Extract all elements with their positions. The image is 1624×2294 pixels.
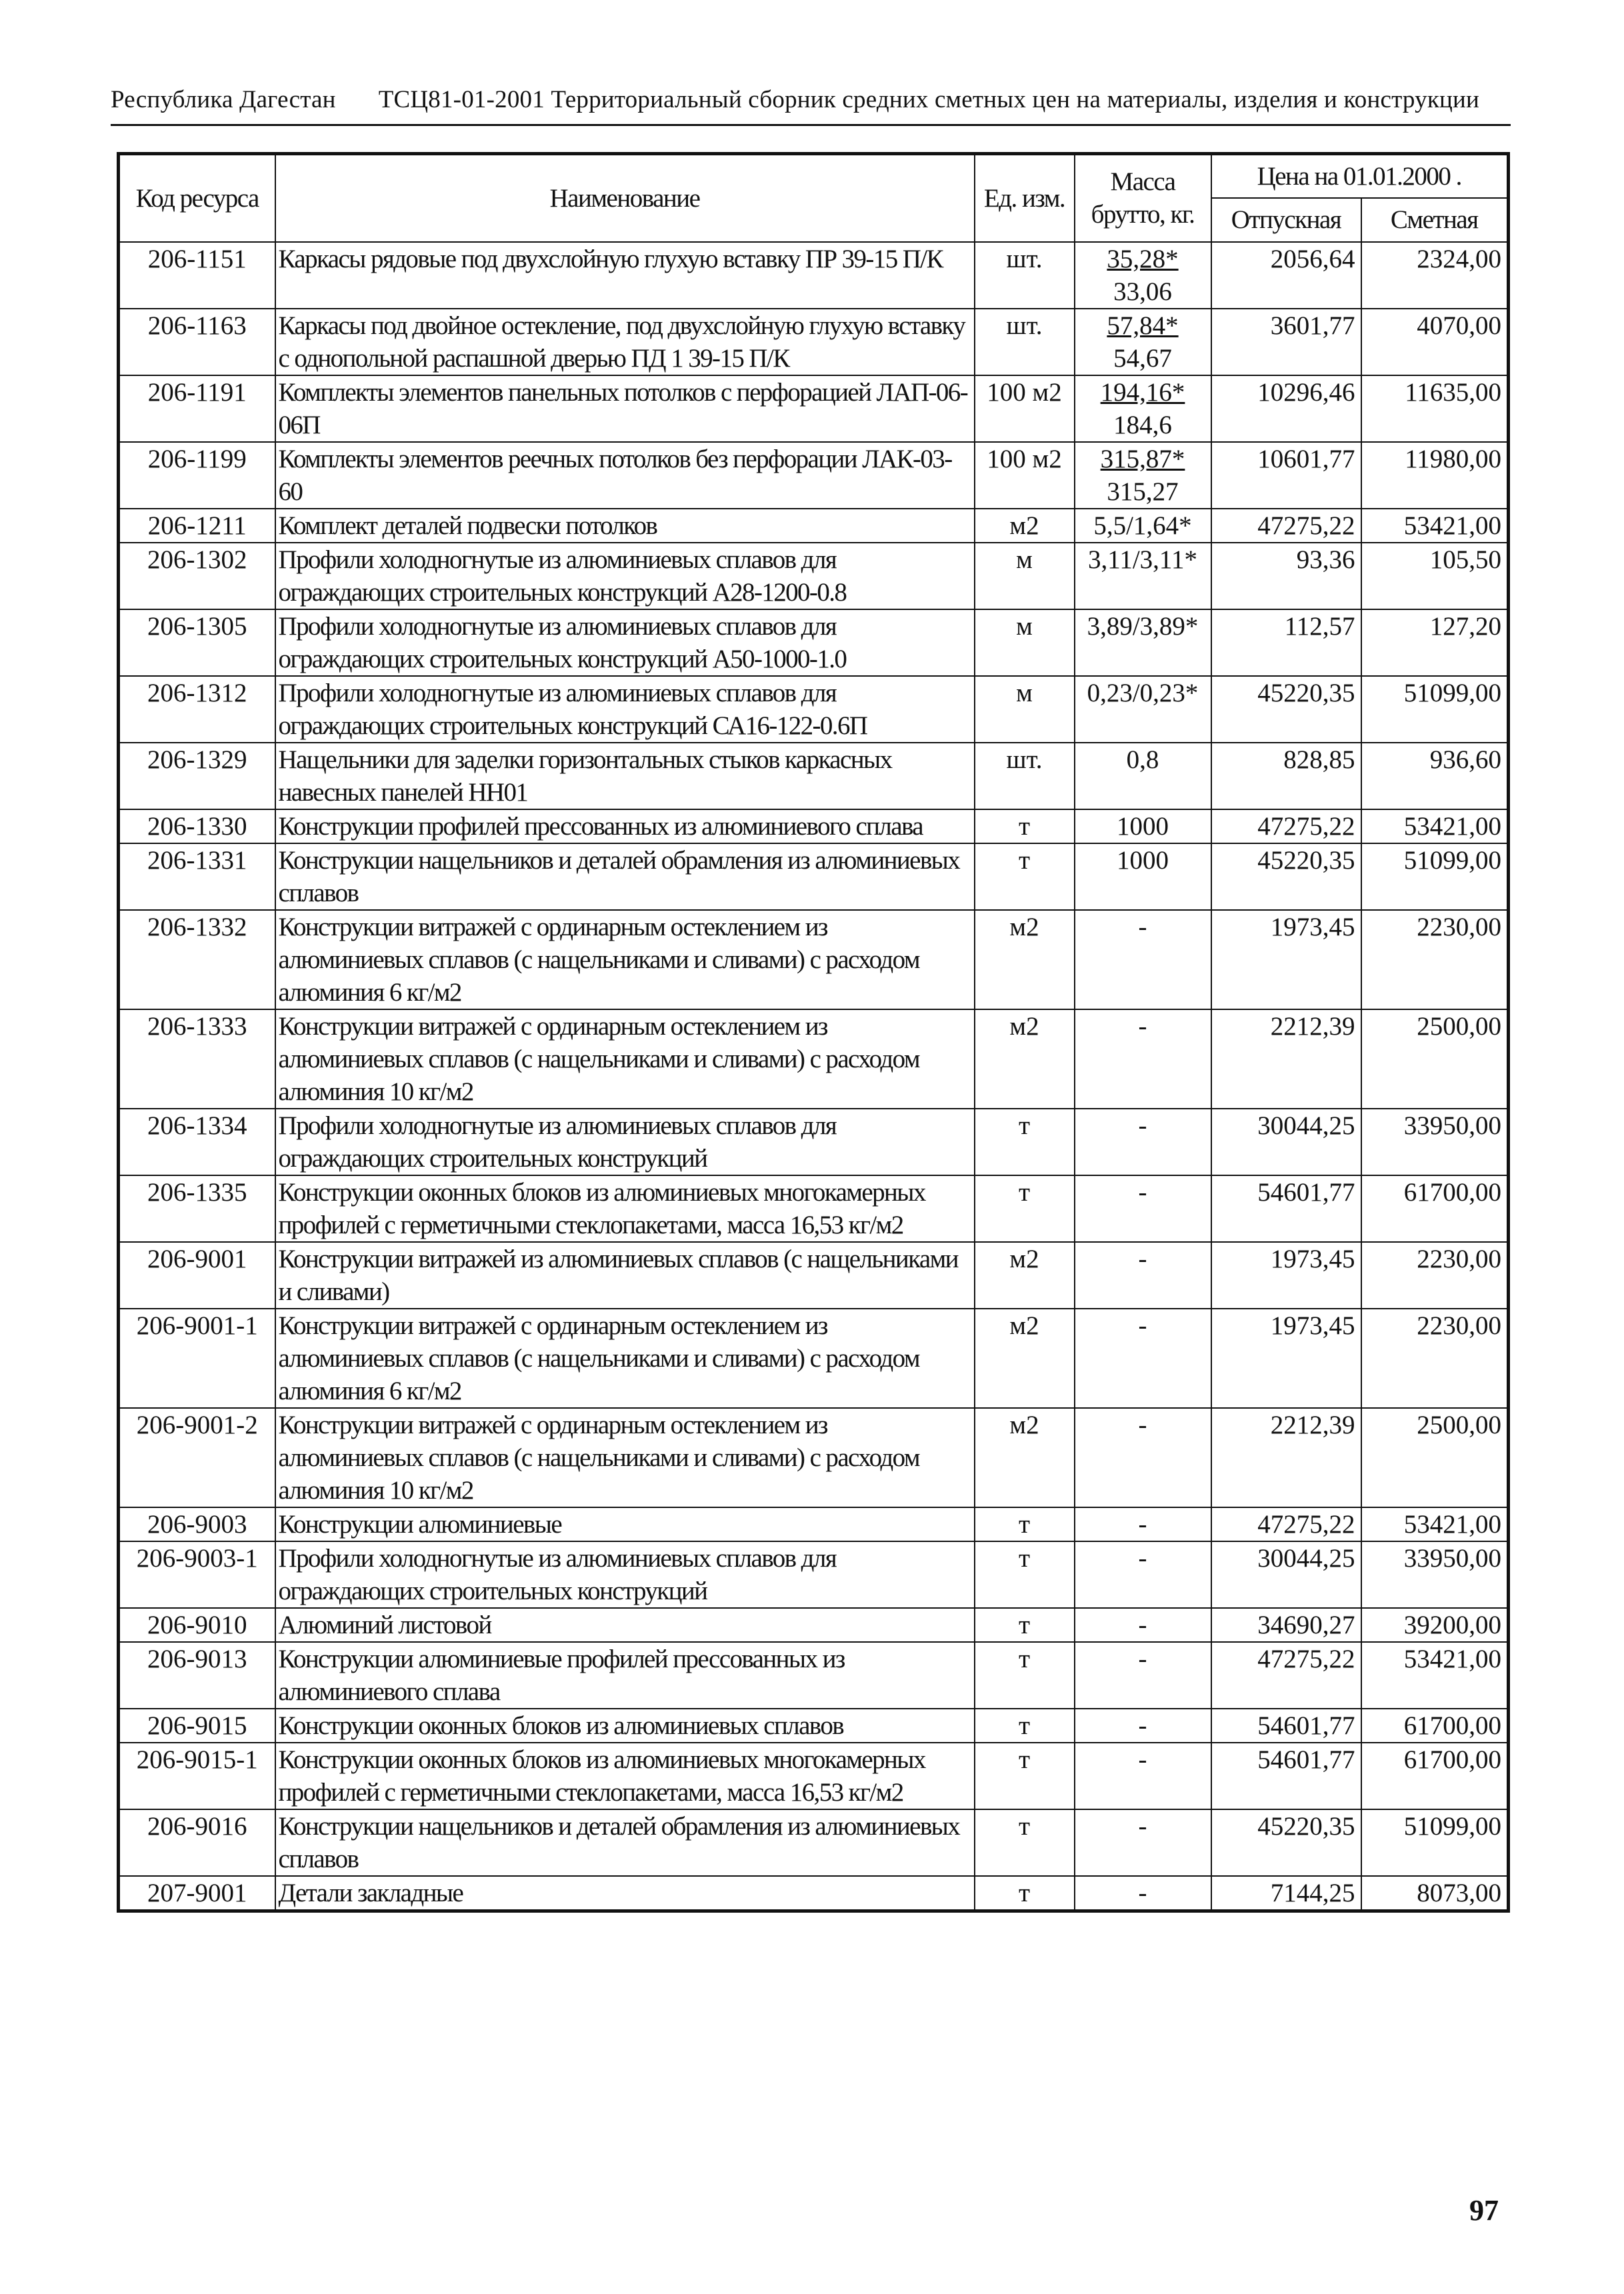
unit-of-measure: т — [975, 1709, 1075, 1743]
gross-mass: 3,89/3,89* — [1075, 609, 1211, 676]
estimate-price: 11635,00 — [1361, 375, 1509, 442]
table-row — [119, 843, 1509, 910]
table-row — [119, 442, 1509, 509]
estimate-price: 11980,00 — [1361, 442, 1509, 509]
unit-of-measure: т — [975, 1175, 1075, 1242]
table-row — [119, 1175, 1509, 1242]
unit-of-measure: т — [975, 1876, 1075, 1911]
resource-code: 206-9003 — [119, 1507, 275, 1541]
resource-code: 206-1334 — [119, 1109, 275, 1175]
gross-mass: 5,5/1,64* — [1075, 509, 1211, 543]
unit-of-measure: т — [975, 1541, 1075, 1608]
unit-of-measure: т — [975, 1743, 1075, 1809]
table-row — [119, 1642, 1509, 1709]
running-header — [111, 85, 1511, 114]
gross-mass: 3,11/3,11* — [1075, 543, 1211, 609]
estimate-price: 53421,00 — [1361, 809, 1509, 843]
estimate-price: 53421,00 — [1361, 1642, 1509, 1709]
gross-mass: - — [1075, 1709, 1211, 1743]
resource-code: 206-1305 — [119, 609, 275, 676]
gross-mass-secondary: 33,06 — [1113, 277, 1172, 306]
resource-code: 206-9001 — [119, 1242, 275, 1309]
release-price: 54601,77 — [1211, 1743, 1361, 1809]
unit-of-measure: м2 — [975, 910, 1075, 1009]
gross-mass-primary: 57,84* — [1107, 311, 1179, 340]
gross-mass — [1075, 309, 1211, 375]
col-header-name: Наименование — [275, 154, 975, 242]
unit-of-measure: т — [975, 1642, 1075, 1709]
resource-code: 206-9003-1 — [119, 1541, 275, 1608]
resource-name: Профили холодногнутые из алюминиевых сплавов для ограждающих строительных конструкций — [275, 1109, 975, 1175]
resource-name: Конструкции витражей из алюминиевых сплавов (с нащельниками и сливами) — [275, 1242, 975, 1309]
gross-mass-primary: 315,87* — [1100, 444, 1185, 473]
estimate-price: 2500,00 — [1361, 1009, 1509, 1109]
table-row — [119, 910, 1509, 1009]
resource-name: Профили холодногнутые из алюминиевых сплавов для ограждающих строительных конструкций — [275, 1541, 975, 1608]
release-price: 7144,25 — [1211, 1876, 1361, 1911]
release-price: 47275,22 — [1211, 509, 1361, 543]
resource-code: 206-1332 — [119, 910, 275, 1009]
unit-of-measure: т — [975, 843, 1075, 910]
resource-name: Конструкции оконных блоков из алюминиевых многокамерных профилей с герметичными стеклопакетами, масса 16,53 кг/м2 — [275, 1175, 975, 1242]
release-price: 45220,35 — [1211, 1809, 1361, 1876]
page-number: 97 — [1469, 2194, 1499, 2227]
gross-mass: - — [1075, 1242, 1211, 1309]
gross-mass — [1075, 442, 1211, 509]
resource-name: Профили холодногнутые из алюминиевых сплавов для ограждающих строительных конструкций А50-1000-1.0 — [275, 609, 975, 676]
release-price: 2212,39 — [1211, 1009, 1361, 1109]
col-header-release: Отпускная — [1211, 198, 1361, 242]
resource-code: 206-1199 — [119, 442, 275, 509]
unit-of-measure: 100 м2 — [975, 442, 1075, 509]
release-price: 30044,25 — [1211, 1109, 1361, 1175]
col-header-code: Код ресурса — [119, 154, 275, 242]
unit-of-measure: т — [975, 1809, 1075, 1876]
resource-name: Конструкции нащельников и деталей обрамления из алюминиевых сплавов — [275, 1809, 975, 1876]
release-price: 1973,45 — [1211, 1242, 1361, 1309]
estimate-price: 936,60 — [1361, 743, 1509, 809]
gross-mass: - — [1075, 1309, 1211, 1408]
estimate-price: 39200,00 — [1361, 1608, 1509, 1642]
resource-name: Конструкции витражей с ординарным остеклением из алюминиевых сплавов (с нащельниками и сливами) с расходом алюминия 10 кг/м2 — [275, 1408, 975, 1507]
table-row — [119, 1009, 1509, 1109]
table-row — [119, 743, 1509, 809]
resource-code: 206-1333 — [119, 1009, 275, 1109]
estimate-price: 105,50 — [1361, 543, 1509, 609]
unit-of-measure: м2 — [975, 509, 1075, 543]
resource-code: 206-1329 — [119, 743, 275, 809]
release-price: 93,36 — [1211, 543, 1361, 609]
table-row — [119, 676, 1509, 743]
gross-mass: - — [1075, 1009, 1211, 1109]
resource-code: 206-9013 — [119, 1642, 275, 1709]
table-row — [119, 375, 1509, 442]
unit-of-measure: т — [975, 1608, 1075, 1642]
unit-of-measure: т — [975, 1109, 1075, 1175]
gross-mass: - — [1075, 910, 1211, 1009]
table-row — [119, 1408, 1509, 1507]
gross-mass-primary: 194,16* — [1100, 377, 1185, 407]
col-header-estimate: Сметная — [1361, 198, 1509, 242]
resource-name: Алюминий листовой — [275, 1608, 975, 1642]
unit-of-measure: м — [975, 676, 1075, 743]
table-row — [119, 1109, 1509, 1175]
resource-name: Каркасы рядовые под двухслойную глухую вставку ПР 39-15 П/К — [275, 242, 975, 309]
resource-name: Конструкции оконных блоков из алюминиевых сплавов — [275, 1709, 975, 1743]
table-row — [119, 309, 1509, 375]
estimate-price: 2324,00 — [1361, 242, 1509, 309]
unit-of-measure: шт. — [975, 743, 1075, 809]
table-row — [119, 609, 1509, 676]
release-price: 828,85 — [1211, 743, 1361, 809]
release-price: 10601,77 — [1211, 442, 1361, 509]
resource-code: 207-9001 — [119, 1876, 275, 1911]
estimate-price: 61700,00 — [1361, 1743, 1509, 1809]
resource-name: Конструкции витражей с ординарным остеклением из алюминиевых сплавов (с нащельниками и сливами) с расходом алюминия 6 кг/м2 — [275, 910, 975, 1009]
resource-code: 206-1163 — [119, 309, 275, 375]
release-price: 10296,46 — [1211, 375, 1361, 442]
estimate-price: 61700,00 — [1361, 1709, 1509, 1743]
resource-name: Комплекты элементов реечных потолков без перфорации ЛАК-03-60 — [275, 442, 975, 509]
estimate-price: 33950,00 — [1361, 1109, 1509, 1175]
table-row — [119, 1507, 1509, 1541]
unit-of-measure: 100 м2 — [975, 375, 1075, 442]
resource-code: 206-9015-1 — [119, 1743, 275, 1809]
estimate-price: 33950,00 — [1361, 1541, 1509, 1608]
release-price: 1973,45 — [1211, 1309, 1361, 1408]
estimate-price: 51099,00 — [1361, 676, 1509, 743]
table-row — [119, 1608, 1509, 1642]
release-price: 45220,35 — [1211, 676, 1361, 743]
resource-code: 206-9001-1 — [119, 1309, 275, 1408]
resource-code: 206-1330 — [119, 809, 275, 843]
estimate-price: 2500,00 — [1361, 1408, 1509, 1507]
release-price: 2056,64 — [1211, 242, 1361, 309]
estimate-price: 61700,00 — [1361, 1175, 1509, 1242]
resource-code: 206-9015 — [119, 1709, 275, 1743]
price-table — [117, 152, 1510, 1913]
table-row — [119, 1541, 1509, 1608]
unit-of-measure: м — [975, 543, 1075, 609]
unit-of-measure: т — [975, 809, 1075, 843]
table-row — [119, 1309, 1509, 1408]
release-price: 54601,77 — [1211, 1175, 1361, 1242]
unit-of-measure: шт. — [975, 309, 1075, 375]
unit-of-measure: м2 — [975, 1408, 1075, 1507]
estimate-price: 53421,00 — [1361, 1507, 1509, 1541]
unit-of-measure: м2 — [975, 1309, 1075, 1408]
estimate-price: 4070,00 — [1361, 309, 1509, 375]
table-row — [119, 1876, 1509, 1911]
gross-mass — [1075, 375, 1211, 442]
unit-of-measure: м2 — [975, 1242, 1075, 1309]
table-row — [119, 242, 1509, 309]
gross-mass: 1000 — [1075, 843, 1211, 910]
resource-code: 206-1335 — [119, 1175, 275, 1242]
release-price: 45220,35 — [1211, 843, 1361, 910]
gross-mass: 0,23/0,23* — [1075, 676, 1211, 743]
resource-name: Профили холодногнутые из алюминиевых сплавов для ограждающих строительных конструкций А28-1200-0.8 — [275, 543, 975, 609]
resource-code: 206-9001-2 — [119, 1408, 275, 1507]
table-row — [119, 1709, 1509, 1743]
estimate-price: 51099,00 — [1361, 843, 1509, 910]
gross-mass: - — [1075, 1175, 1211, 1242]
col-header-mass: Масса брутто, кг. — [1075, 154, 1211, 242]
table-row — [119, 509, 1509, 543]
header-rule — [111, 124, 1511, 126]
unit-of-measure: т — [975, 1507, 1075, 1541]
gross-mass-secondary: 315,27 — [1107, 477, 1179, 506]
resource-name: Каркасы под двойное остекление, под двухслойную глухую вставку с однопольной распашной дверью ПД 1 39-15 П/К — [275, 309, 975, 375]
resource-name: Комплект деталей подвески потолков — [275, 509, 975, 543]
table-row — [119, 1242, 1509, 1309]
resource-code: 206-1312 — [119, 676, 275, 743]
col-header-price-group: Цена на 01.01.2000 . — [1211, 154, 1509, 198]
resource-name: Конструкции оконных блоков из алюминиевых многокамерных профилей с герметичными стеклопакетами, масса 16,53 кг/м2 — [275, 1743, 975, 1809]
table-body — [119, 242, 1509, 1911]
resource-name: Нащельники для заделки горизонтальных стыков каркасных навесных панелей НН01 — [275, 743, 975, 809]
gross-mass-secondary: 184,6 — [1113, 410, 1172, 439]
gross-mass: - — [1075, 1541, 1211, 1608]
estimate-price: 2230,00 — [1361, 1242, 1509, 1309]
gross-mass: 1000 — [1075, 809, 1211, 843]
resource-code: 206-1151 — [119, 242, 275, 309]
resource-name: Конструкции витражей с ординарным остеклением из алюминиевых сплавов (с нащельниками и сливами) с расходом алюминия 6 кг/м2 — [275, 1309, 975, 1408]
resource-name: Комплекты элементов панельных потолков с перфорацией ЛАП-06-06П — [275, 375, 975, 442]
resource-code: 206-1191 — [119, 375, 275, 442]
col-header-unit: Ед. изм. — [975, 154, 1075, 242]
gross-mass — [1075, 242, 1211, 309]
resource-code: 206-1211 — [119, 509, 275, 543]
release-price: 112,57 — [1211, 609, 1361, 676]
gross-mass-secondary: 54,67 — [1113, 343, 1172, 373]
gross-mass: - — [1075, 1876, 1211, 1911]
resource-code: 206-1302 — [119, 543, 275, 609]
release-price: 30044,25 — [1211, 1541, 1361, 1608]
gross-mass: - — [1075, 1507, 1211, 1541]
gross-mass: - — [1075, 1642, 1211, 1709]
resource-name: Конструкции витражей с ординарным остеклением из алюминиевых сплавов (с нащельниками и сливами) с расходом алюминия 10 кг/м2 — [275, 1009, 975, 1109]
resource-name: Конструкции алюминиевые — [275, 1507, 975, 1541]
header-title: ТСЦ81-01-2001 Территориальный сборник средних сметных цен на материалы, изделия и конструкции — [378, 86, 1480, 113]
gross-mass: - — [1075, 1109, 1211, 1175]
estimate-price: 2230,00 — [1361, 910, 1509, 1009]
gross-mass: - — [1075, 1408, 1211, 1507]
resource-name: Конструкции алюминиевые профилей прессованных из алюминиевого сплава — [275, 1642, 975, 1709]
release-price: 47275,22 — [1211, 1507, 1361, 1541]
table-row — [119, 809, 1509, 843]
gross-mass-primary: 35,28* — [1107, 244, 1179, 273]
release-price: 54601,77 — [1211, 1709, 1361, 1743]
resource-name: Профили холодногнутые из алюминиевых сплавов для ограждающих строительных конструкций СА16-122-0.6П — [275, 676, 975, 743]
release-price: 1973,45 — [1211, 910, 1361, 1009]
header-region: Республика Дагестан — [111, 86, 336, 113]
release-price: 47275,22 — [1211, 809, 1361, 843]
release-price: 2212,39 — [1211, 1408, 1361, 1507]
estimate-price: 127,20 — [1361, 609, 1509, 676]
unit-of-measure: м2 — [975, 1009, 1075, 1109]
release-price: 3601,77 — [1211, 309, 1361, 375]
resource-name: Детали закладные — [275, 1876, 975, 1911]
estimate-price: 8073,00 — [1361, 1876, 1509, 1911]
estimate-price: 51099,00 — [1361, 1809, 1509, 1876]
estimate-price: 53421,00 — [1361, 509, 1509, 543]
gross-mass: - — [1075, 1608, 1211, 1642]
gross-mass: - — [1075, 1743, 1211, 1809]
resource-code: 206-9010 — [119, 1608, 275, 1642]
unit-of-measure: м — [975, 609, 1075, 676]
resource-code: 206-1331 — [119, 843, 275, 910]
resource-name: Конструкции профилей прессованных из алюминиевого сплава — [275, 809, 975, 843]
resource-name: Конструкции нащельников и деталей обрамления из алюминиевых сплавов — [275, 843, 975, 910]
gross-mass: - — [1075, 1809, 1211, 1876]
resource-code: 206-9016 — [119, 1809, 275, 1876]
table-row — [119, 1809, 1509, 1876]
release-price: 34690,27 — [1211, 1608, 1361, 1642]
unit-of-measure: шт. — [975, 242, 1075, 309]
table-row — [119, 543, 1509, 609]
table-row — [119, 1743, 1509, 1809]
release-price: 47275,22 — [1211, 1642, 1361, 1709]
estimate-price: 2230,00 — [1361, 1309, 1509, 1408]
gross-mass: 0,8 — [1075, 743, 1211, 809]
